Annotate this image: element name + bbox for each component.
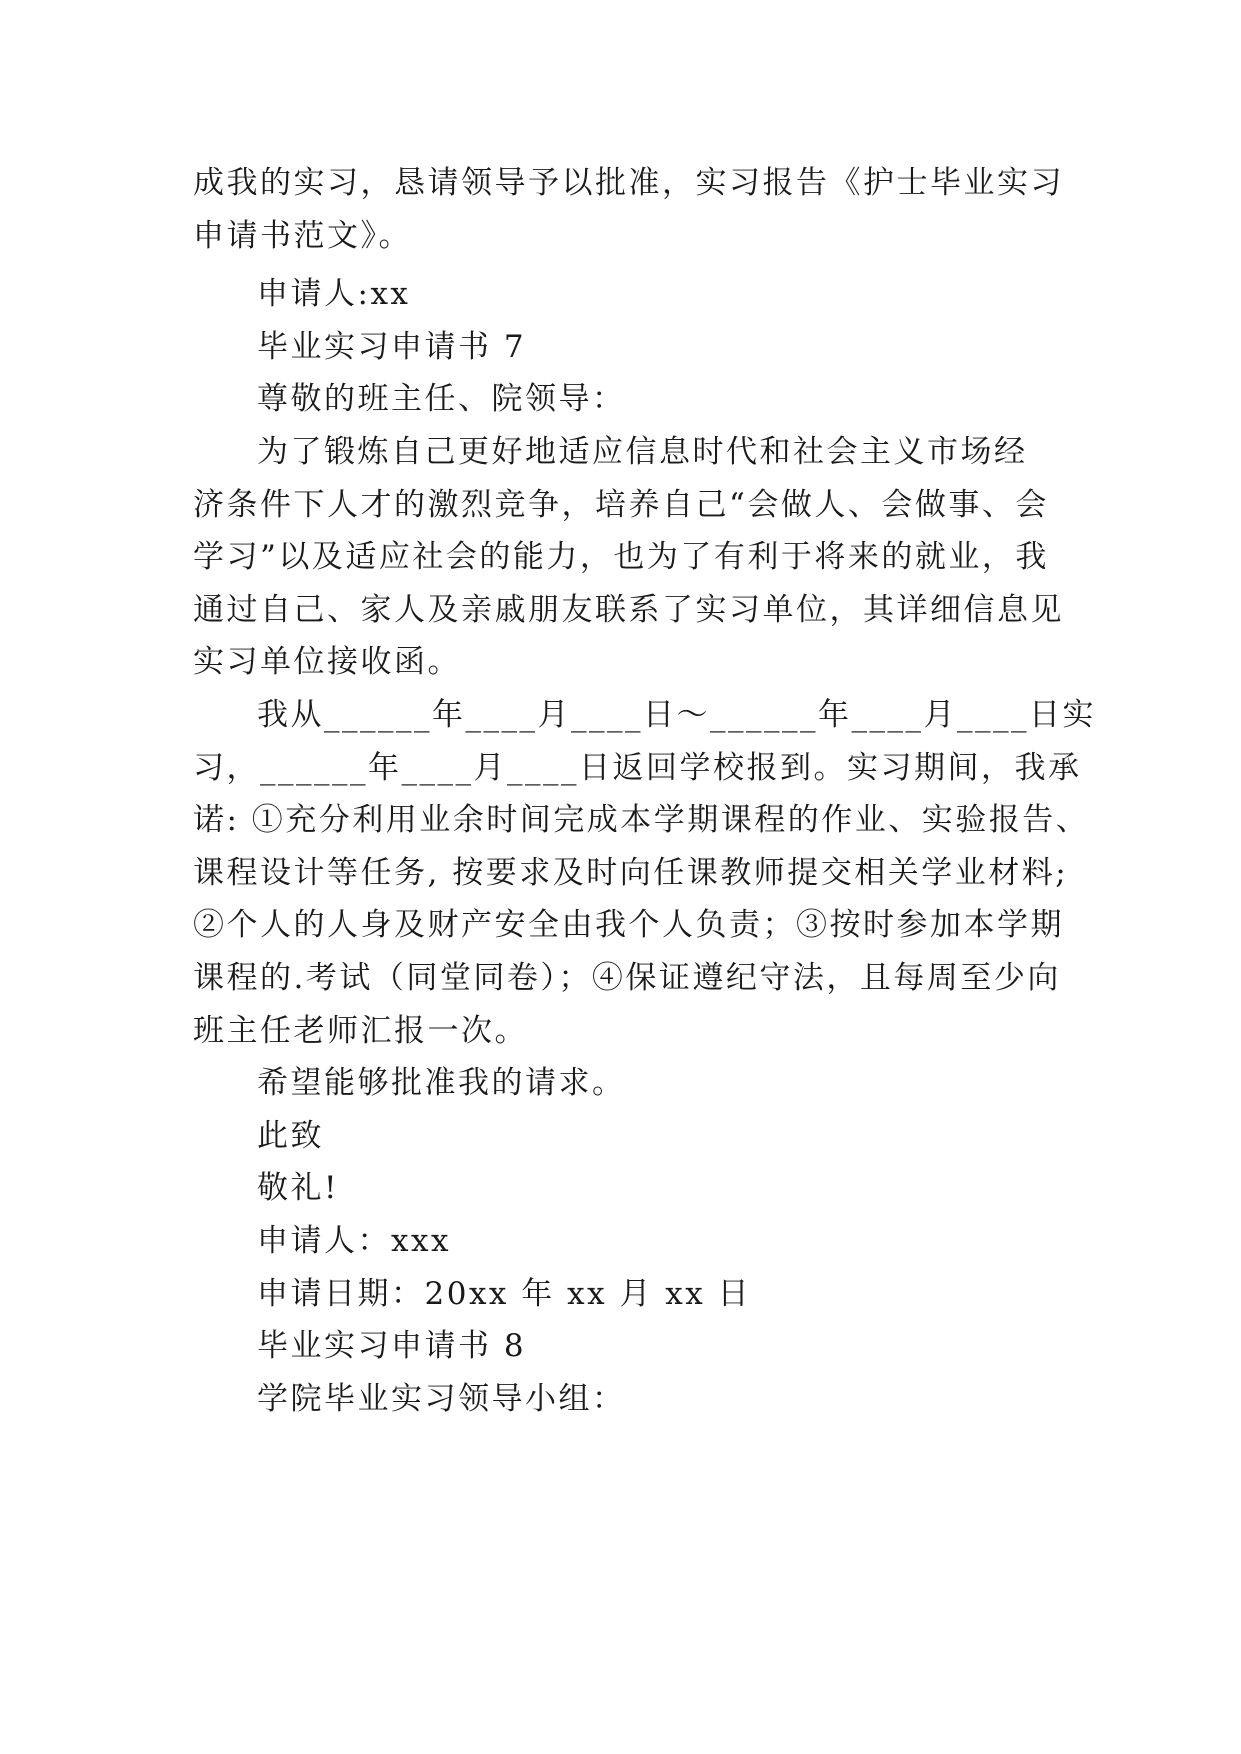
section-heading: 毕业实习申请书 8 [257,1328,527,1364]
applicant-line: 申请人：xxx [257,1223,451,1259]
paragraph-line: 济条件下人才的激烈竞争，培养自己“会做人、会做事、会 [193,487,1049,523]
paragraph-line: 课程设计等任务, 按要求及时向任课教师提交相关学业材料; [193,855,1069,891]
paragraph-line: 学习”以及适应社会的能力，也为了有利于将来的就业，我 [193,539,1049,575]
date-line: 申请日期：20xx 年 xx 月 xx 日 [257,1276,752,1312]
paragraph-line: 我从______年____月____日～______年____月____日实 [257,697,1096,733]
section-heading: 毕业实习申请书 7 [257,329,527,365]
closing-line: 此致 [257,1118,324,1154]
request-line: 希望能够批准我的请求。 [257,1065,626,1101]
paragraph-line: 申请书范文》。 [193,218,412,254]
paragraph-line: 成我的实习，恳请领导予以批准，实习报告《护士毕业实习 [193,165,1064,201]
applicant-line: 申请人:xx [257,276,411,312]
paragraph-line: ②个人的人身及财产安全由我个人负责；③按时参加本学期 [193,907,1064,943]
paragraph-line: 班主任老师汇报一次。 [193,1013,528,1049]
paragraph-line: 诺: ①充分利用业余时间完成本学期课程的作业、实验报告、 [193,802,1090,838]
paragraph-line: 通过自己、家人及亲戚朋友联系了实习单位，其详细信息见 [193,592,1064,628]
paragraph-line: 实习单位接收函。 [193,644,461,680]
closing-line: 敬礼! [257,1170,339,1206]
salutation: 尊敬的班主任、院领导： [257,381,626,417]
paragraph-line: 习，______年____月____日返回学校报到。实习期间，我承 [193,750,1082,786]
salutation: 学院毕业实习领导小组： [257,1381,626,1417]
paragraph-line: 为了锻炼自己更好地适应信息时代和社会主义市场经 [257,434,1028,470]
paragraph-line: 课程的.考试（同堂同卷）；④保证遵纪守法，且每周至少向 [193,960,1061,996]
